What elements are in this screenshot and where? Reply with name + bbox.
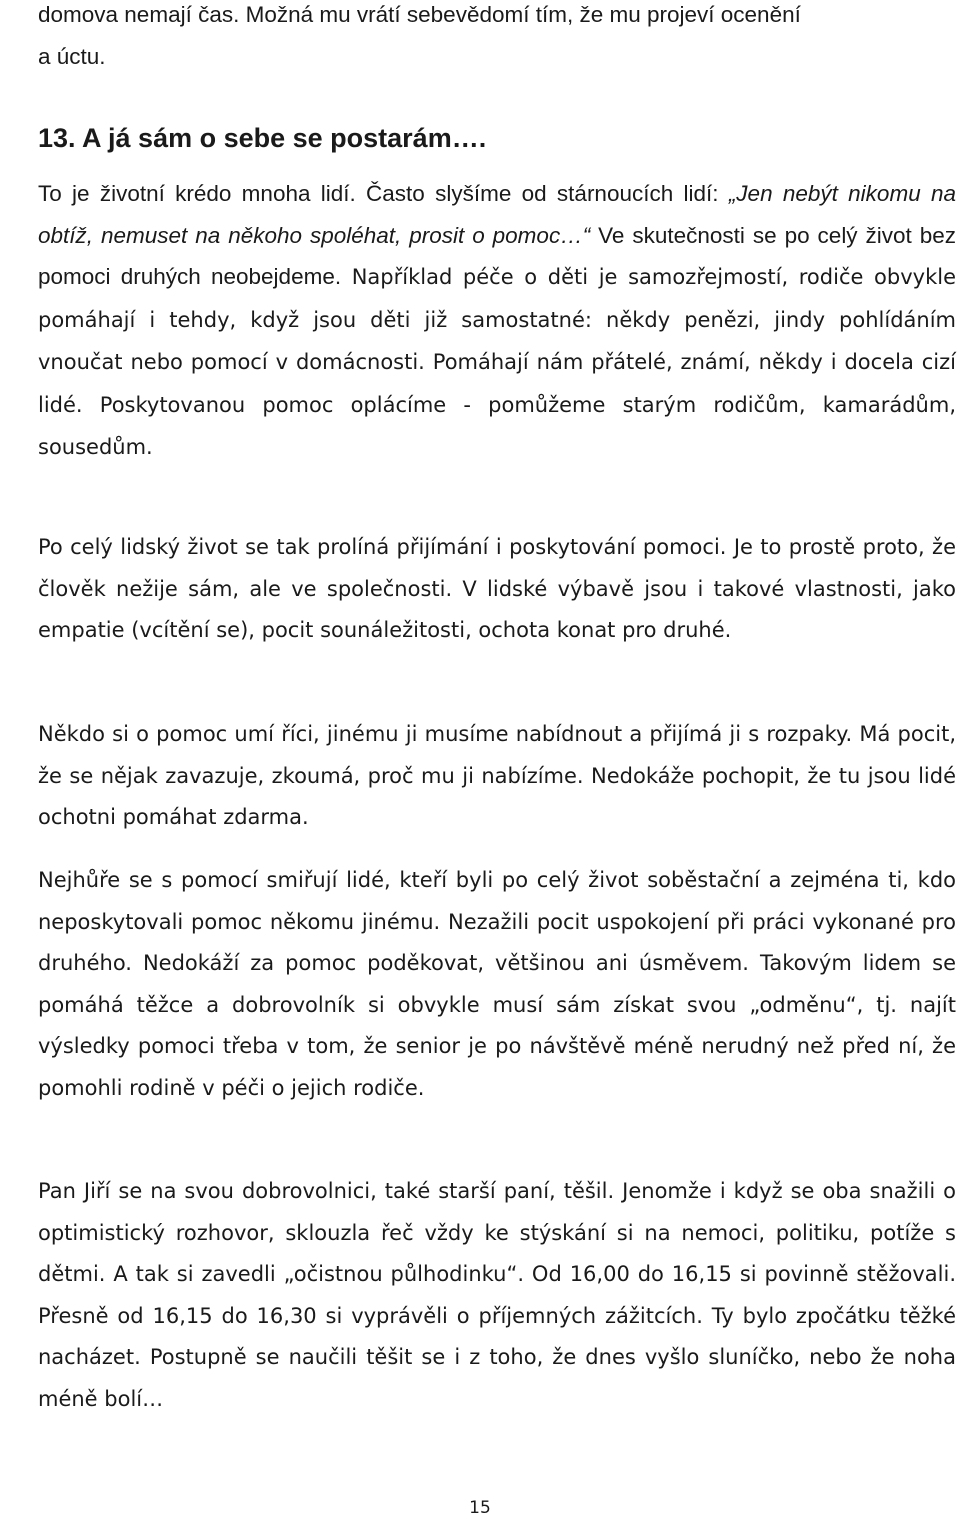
section-heading: 13. A já sám o sebe se postarám…. <box>38 123 487 153</box>
paragraph-2: Po celý lidský život se tak prolíná přijímání i poskytování pomoci. Je to prostě proto, že člověk nežije sám, ale ve společnosti. V lidské výbavě jsou i takové vlastnosti, jako empatie (vcítění se), pocit sounáležitosti, ochota konat pro druhé. <box>38 535 956 642</box>
paragraph-1-rest: Například péče o děti je samozřejmostí, rodiče obvykle pomáhají i tehdy, když jsou děti již samostatné: někdy penězi, jindy pohlídáním vnoučat nebo pomocí v domácnosti. Pomáhají nám přátelé, známí, někdy i docela cizí lidé. Poskytovanou pomoc oplácíme - pomůžeme starým rodičům, kamarádům, sousedům. <box>38 265 956 459</box>
paragraph-1-quote: „Jen nebýt nikomu na obtíž, nemuset na někoho spoléhat, prosit o pomoc…“ <box>38 181 957 248</box>
intro-line-2: a úctu. <box>38 43 106 69</box>
page-number: 15 <box>469 1498 491 1518</box>
paragraph-1-tail: Ve skutečnosti se po celý život bez pomoci druhých neobejdeme. <box>38 222 956 289</box>
intro-line-1: domova nemají čas. Možná mu vrátí sebevědomí tím, že mu projeví ocenění <box>38 2 801 27</box>
paragraph-1-lead: To je životní krédo mnoha lidí. Často slyšíme od stárnoucích lidí: <box>38 181 729 206</box>
paragraph-1 <box>38 173 956 469</box>
paragraph-4: Nejhůře se s pomocí smiřují lidé, kteří byli po celý život soběstační a zejména ti, kdo neposkytovali pomoc někomu jinému. Nezažili pocit uspokojení při práci vykonané pro druhého. Nedokáží za pomoc poděkovat, většinou ani úsměvem. Takovým lidem se pomáhá těžce a dobrovolník si obvykle musí sám získat svou „odměnu“, tj. najít výsledky pomoci třeba v tom, že senior je po návštěvě méně nerudný než před ní, že pomohli rodině v péči o jejich rodiče. <box>38 868 956 1100</box>
paragraph-3: Někdo si o pomoc umí říci, jinému ji musíme nabídnout a přijímá ji s rozpaky. Má pocit, že se nějak zavazuje, zkoumá, proč mu ji nabízíme. Nedokáže pochopit, že tu jsou lidé ochotni pomáhat zdarma. <box>38 722 956 829</box>
paragraph-5: Pan Jiří se na svou dobrovolnici, také starší paní, těšil. Jenomže i když se oba snažili o optimistický rozhovor, sklouzla řeč vždy ke stýskání si na nemoci, politiku, potíže s dětmi. A tak si zavedli „očistnou půlhodinku“. Od 16,00 do 16,15 si povinně stěžovali. Přesně od 16,15 do 16,30 si vyprávěli o příjemných zážitcích. Ty bylo zpočátku těžké nacházet. Postupně se naučili těšit se i z toho, že dnes vyšlo sluníčko, nebo že noha méně bolí… <box>38 1179 956 1411</box>
intro-paragraph <box>38 0 956 77</box>
